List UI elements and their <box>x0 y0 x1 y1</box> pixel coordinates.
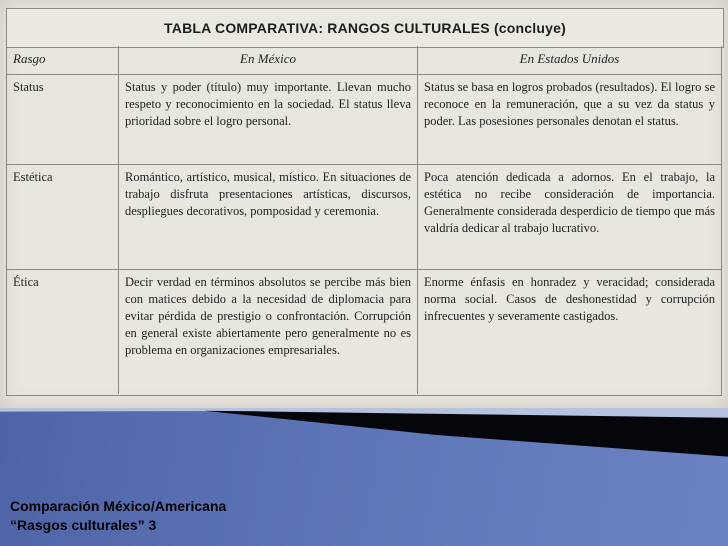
rasgo-cell: Status <box>7 75 119 164</box>
comparison-table <box>6 46 722 396</box>
caption-line-1: Comparación México/Americana <box>10 498 227 514</box>
decorative-band <box>0 408 728 546</box>
table-title-bar <box>6 8 724 48</box>
slide-caption <box>10 497 226 535</box>
rasgo-cell: Estética <box>7 165 119 269</box>
mexico-cell: Status y poder (título) muy importante. Llevan mucho respeto y reconocimiento en la sociedad. El status lleva prioridad sobre el logro personal. <box>119 75 418 164</box>
rasgo-cell: Ética <box>7 270 119 394</box>
mexico-cell: Romántico, artístico, musical, místico. En situaciones de trabajo disfruta presentaciones artísticas, discursos, despliegues decorativos, pomposidad y ceremonia. <box>119 165 418 269</box>
eeuu-cell: Poca atención dedicada a adornos. En el trabajo, la estética no recibe consideración de importancia. Generalmente considerada desperdicio de tiempo que más valdría dedicar al trabajo lucrativo. <box>424 170 715 235</box>
eeuu-cell: Status se basa en logros probados (resultados). El logro se reconoce en la remuneración, que a su vez da status y poder. Las posesiones personales denotan el status. <box>424 80 715 128</box>
table-row-etica <box>7 270 723 394</box>
header-mexico: En México <box>119 46 418 74</box>
table-row-estetica <box>7 165 723 269</box>
mexico-cell: Decir verdad en términos absolutos se percibe más bien con matices debido a la necesidad de diplomacia para evitar pérdida de prestigio o confrontación. Corrupción en general existe abiertamente pero generalmente no es problema en organizaciones empresariales. <box>119 270 418 394</box>
eeuu-cell: Enorme énfasis en honradez y veracidad; considerada norma social. Casos de deshonestidad y corrupción infrecuentes y severamente castigados. <box>424 275 715 323</box>
table-header-row <box>7 46 723 74</box>
caption-line-2: “Rasgos culturales” 3 <box>10 517 157 533</box>
table-title: TABLA COMPARATIVA: RANGOS CULTURALES (concluye) <box>164 20 566 36</box>
table-row-status <box>7 75 723 164</box>
header-eeuu: En Estados Unidos <box>519 51 620 66</box>
header-rasgo: Rasgo <box>7 46 119 74</box>
